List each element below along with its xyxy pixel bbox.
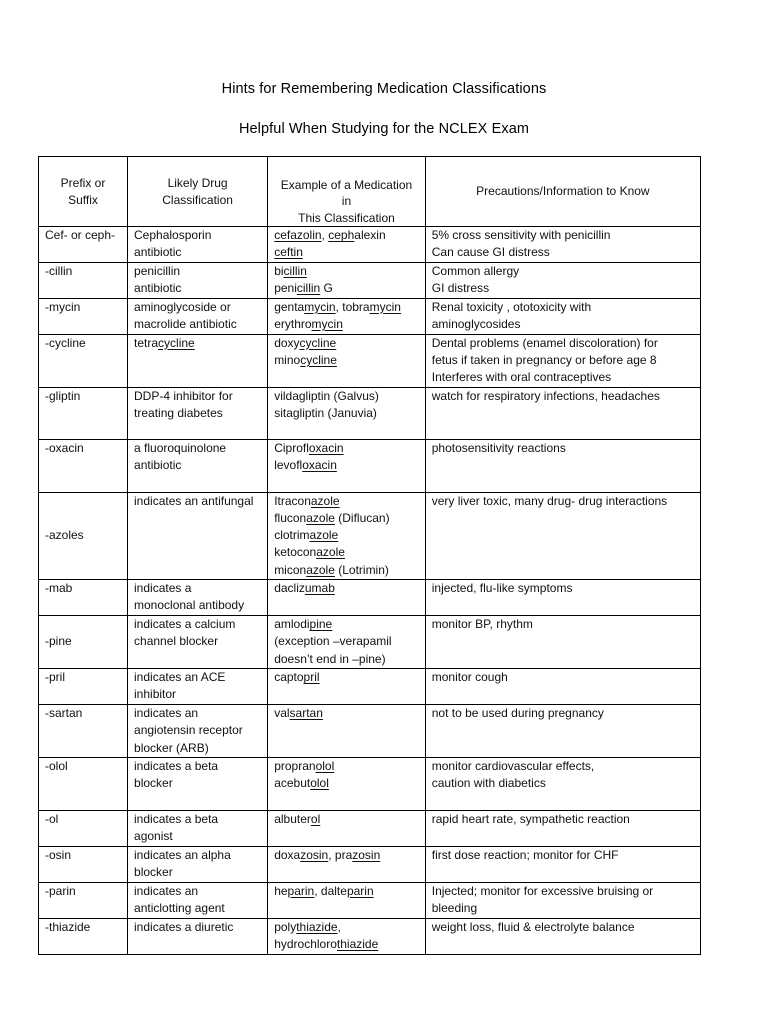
text-segment: , dalte [314,883,347,898]
underlined-stem: cefazolin [274,228,322,242]
affix-cell [39,757,128,810]
example-line [274,405,419,422]
underlined-stem: ol [310,811,321,826]
underlined-stem: oxacin [302,457,337,472]
text-segment: amlodi [274,617,310,632]
example-cell [268,227,426,263]
example-line [274,280,419,297]
affix-text: -olol [45,758,68,773]
classification-cell [128,882,268,918]
classification-cell [128,387,268,439]
affix-cell [39,492,128,579]
example-line [274,263,419,280]
classification-cell [128,262,268,298]
underlined-stem: sartan [289,706,323,721]
example-line [274,244,419,261]
underlined-stem: oxacin [308,440,344,455]
precaution-line: very liver toxic, many drug- drug interactions [431,493,668,508]
underlined-stem: parin [346,883,374,898]
text-segment: dacliz [274,581,305,596]
classification-line: blocker [134,864,173,879]
affix-text: -azoles [45,528,84,543]
page-title: Hints for Remembering Medication Classifications [221,81,547,97]
text-segment: propran [274,758,316,773]
affix-text: -pril [45,670,65,685]
text-segment: micon [274,562,307,577]
precaution-line: Injected; monitor for excessive bruising or [431,883,654,898]
affix-cell [39,387,128,439]
classification-line: indicates an [134,706,199,721]
table-header-row [39,157,701,227]
table-row [39,669,701,705]
precautions-cell [425,227,700,263]
table-body [39,227,701,955]
classification-cell [128,846,268,882]
example-line [274,493,419,510]
example-cell [268,757,426,810]
precaution-line: watch for respiratory infections, headaches [431,388,660,403]
classification-line: aminoglycoside or [134,299,231,314]
text-segment: capto [274,670,304,685]
affix-cell [39,810,128,846]
classification-line: antibiotic [134,280,182,295]
affix-text: -mab [45,581,73,596]
text-segment: (exception –verapamil [274,634,392,649]
affix-text: -gliptin [45,388,81,403]
classification-line: penicillin [134,263,181,278]
classification-line: indicates an [134,883,199,898]
text-segment: bi [274,263,284,278]
precaution-line: rapid heart rate, sympathetic reaction [431,811,630,826]
classification-line: indicates a calcium [134,617,236,632]
text-segment: sitagliptin (Januvia) [274,405,377,420]
classification-line: Cephalosporin [134,228,212,242]
table-row [39,882,701,918]
classification-line: monoclonal antibody [134,598,245,613]
text-segment: doxa [274,847,301,862]
text-segment: vildagliptin (Galvus) [274,388,379,403]
example-line [274,316,419,333]
example-line [274,527,419,544]
precaution-line: Can cause GI distress [431,245,550,260]
affix-text: -mycin [45,299,81,314]
underlined-stem: mycin [369,299,401,314]
precaution-line: injected, flu-like symptoms [431,581,573,596]
example-cell [268,918,426,954]
underlined-stem: thiazide [336,936,379,951]
precaution-line: GI distress [431,280,490,295]
table-row [39,492,701,579]
example-cell [268,810,426,846]
underlined-stem: cycline [158,335,195,350]
affix-cell [39,298,128,334]
classification-cell [128,810,268,846]
classification-cell [128,334,268,387]
precaution-line: 5% cross sensitivity with penicillin [431,228,611,242]
precautions-cell [425,810,700,846]
affix-cell [39,616,128,669]
header-drug-classification: Likely Drug Classification [128,157,268,227]
classification-line: a fluoroquinolone [134,440,227,455]
text-segment: clotrim [274,528,310,543]
precaution-line: bleeding [431,900,478,915]
example-line [274,919,419,936]
example-line [274,811,419,828]
example-line [274,440,419,457]
classification-cell [128,918,268,954]
text-segment: doxy [274,335,300,350]
classification-cell [128,616,268,669]
precautions-cell [425,298,700,334]
text-segment: flucon [274,510,307,525]
example-line [274,562,419,579]
table-row [39,846,701,882]
precautions-cell [425,262,700,298]
example-line [274,457,419,474]
affix-cell [39,580,128,616]
classification-line: indicates an antifungal [134,493,254,508]
header-prefix-suffix: Prefix or Suffix [39,157,128,227]
example-cell [268,580,426,616]
precautions-cell [425,918,700,954]
underlined-stem: azole [309,528,339,543]
underlined-stem: olol [315,758,335,773]
table-row [39,705,701,758]
example-line [274,388,419,405]
classification-line [134,335,261,352]
affix-text: -cillin [45,263,73,278]
underlined-stem: thiazide [296,919,338,934]
classification-line: indicates an ACE [134,670,226,685]
affix-cell [39,705,128,758]
example-line [274,299,419,316]
classification-cell [128,757,268,810]
affix-cell [39,846,128,882]
table-row [39,387,701,439]
text-segment: erythro [274,316,312,331]
example-line [274,883,419,900]
classification-line: indicates a beta [134,811,219,826]
example-line [274,616,419,633]
precautions-cell [425,334,700,387]
table-row [39,334,701,387]
affix-text: -thiazide [45,919,91,934]
precautions-cell [425,616,700,669]
text-segment: (Diflucan) [334,510,390,525]
precaution-line: fetus if taken in pregnancy or before age 8 [431,352,657,367]
text-segment: , tobra [335,299,370,314]
classification-line: inhibitor [134,687,177,702]
precaution-line: first dose reaction; monitor for CHF [431,847,619,862]
classification-cell [128,492,268,579]
table-row [39,439,701,492]
affix-text: -cycline [45,335,86,350]
example-cell [268,669,426,705]
underlined-stem: azole [310,493,340,508]
classification-line: agonist [134,829,173,844]
affix-cell [39,882,128,918]
example-line [274,651,419,668]
affix-cell [39,918,128,954]
classification-cell [128,669,268,705]
classification-line: anticlotting agent [134,900,225,915]
example-line [274,335,419,352]
classification-line: treating diabetes [134,405,223,420]
precautions-cell [425,387,700,439]
precaution-line: not to be used during pregnancy [431,706,604,721]
table-row [39,262,701,298]
text-segment: Itracon [274,493,311,508]
underlined-stem: azole [306,562,335,577]
text-segment: albuter [274,811,311,826]
example-cell [268,262,426,298]
precautions-cell [425,669,700,705]
table-row [39,810,701,846]
example-cell [268,439,426,492]
classification-line: indicates a [134,581,192,596]
underlined-stem: cycline [300,352,337,367]
precaution-line: monitor cardiovascular effects, [431,758,595,773]
underlined-stem: mycin [304,299,336,314]
precaution-line: photosensitivity reactions [431,440,566,455]
text-segment: ketocon [274,545,317,560]
precautions-cell [425,492,700,579]
precautions-cell [425,757,700,810]
underlined-stem: pril [303,670,320,685]
underlined-stem: ceph [328,228,355,242]
underlined-stem: ceftin [274,245,303,260]
affix-cell [39,227,128,263]
text-segment: levofl [274,457,303,472]
example-cell [268,492,426,579]
precaution-line: monitor cough [431,670,508,685]
underlined-stem: zosin [300,847,329,862]
classification-cell [128,439,268,492]
precaution-line: Interferes with oral contraceptives [431,370,612,385]
example-cell [268,387,426,439]
underlined-stem: cillin [296,280,321,295]
precaution-line: monitor BP, rhythm [431,617,533,632]
text-segment: , [321,228,329,242]
affix-text: -sartan [45,706,83,721]
classification-line: indicates a diuretic [134,919,234,934]
underlined-stem: parin [287,883,315,898]
affix-text: -ol [45,811,59,826]
page-subtitle: Helpful When Studying for the NCLEX Exam [238,121,530,137]
medication-classification-table [38,156,701,955]
affix-text: -oxacin [45,440,84,455]
classification-line: DDP-4 inhibitor for [134,388,233,403]
underlined-stem: cillin [283,263,307,278]
precaution-line: Renal toxicity , ototoxicity with [431,299,592,314]
text-segment: G [320,280,333,295]
text-segment: , [337,919,341,934]
underlined-stem: azole [316,545,345,560]
affix-cell [39,669,128,705]
example-line [274,758,419,775]
underlined-stem: zosin [352,847,381,862]
example-cell [268,705,426,758]
example-cell [268,298,426,334]
table-row [39,918,701,954]
example-line [274,227,419,244]
table-row [39,580,701,616]
precaution-line: Common allergy [431,263,520,278]
text-segment: hydrochloro [274,936,337,951]
example-cell [268,846,426,882]
classification-line: antibiotic [134,245,182,260]
classification-line: channel blocker [134,634,219,649]
header-example-medication: Example of a Medication in This Classification [268,157,426,227]
text-segment: peni [274,280,297,295]
affix-cell [39,439,128,492]
underlined-stem: pine [309,617,333,632]
text-segment: doesn’t end in –pine) [274,651,386,666]
example-line [274,847,419,864]
affix-cell [39,334,128,387]
precautions-cell [425,846,700,882]
affix-text: -osin [45,847,72,862]
precaution-line: aminoglycosides [431,316,521,331]
example-cell [268,334,426,387]
text-segment: , pra [328,847,353,862]
example-line [274,352,419,369]
text-segment: mino [274,352,301,367]
example-cell [268,616,426,669]
text-segment: acebut [274,776,311,791]
classification-line: indicates a beta [134,758,219,773]
affix-text: -pine [45,634,72,649]
underlined-stem: umab [304,581,335,596]
classification-line: blocker [134,776,173,791]
text-segment: val [274,706,290,721]
precaution-line: weight loss, fluid & electrolyte balance [431,919,635,934]
precautions-cell [425,705,700,758]
example-line [274,510,419,527]
precaution-line: Dental problems (enamel discoloration) for [431,335,658,350]
classification-line: indicates an alpha [134,847,231,862]
example-line [274,775,419,792]
text-segment: (Lotrimin) [334,562,389,577]
example-line [274,544,419,561]
affix-text: Cef- or ceph- [45,228,116,242]
text-segment: he [274,883,288,898]
underlined-stem: cycline [299,335,337,350]
precaution-line: caution with diabetics [431,776,546,791]
precautions-cell [425,882,700,918]
classification-cell [128,298,268,334]
classification-line: macrolide antibiotic [134,316,237,331]
table-row [39,298,701,334]
classification-cell [128,705,268,758]
classification-line: antibiotic [134,457,182,472]
precautions-cell [425,439,700,492]
text-segment: alexin [354,228,386,242]
header-precautions: Precautions/Information to Know [425,157,700,227]
text-segment: tetra [134,335,159,350]
classification-line: blocker (ARB) [134,740,209,755]
table-row [39,616,701,669]
example-line [274,580,419,597]
example-line [274,669,419,686]
text-segment: poly [274,919,297,934]
table-row [39,757,701,810]
text-segment: Ciprofl [274,440,309,455]
underlined-stem: mycin [311,316,343,331]
example-line [274,633,419,650]
table-row [39,227,701,263]
underlined-stem: azole [306,510,335,525]
classification-line: angiotensin receptor [134,723,243,738]
example-line [274,936,419,953]
classification-cell [128,580,268,616]
text-segment: genta [274,299,305,314]
affix-cell [39,262,128,298]
example-cell [268,882,426,918]
underlined-stem: olol [310,776,329,791]
example-line [274,705,419,722]
affix-text: -parin [45,883,76,898]
precautions-cell [425,580,700,616]
classification-cell [128,227,268,263]
